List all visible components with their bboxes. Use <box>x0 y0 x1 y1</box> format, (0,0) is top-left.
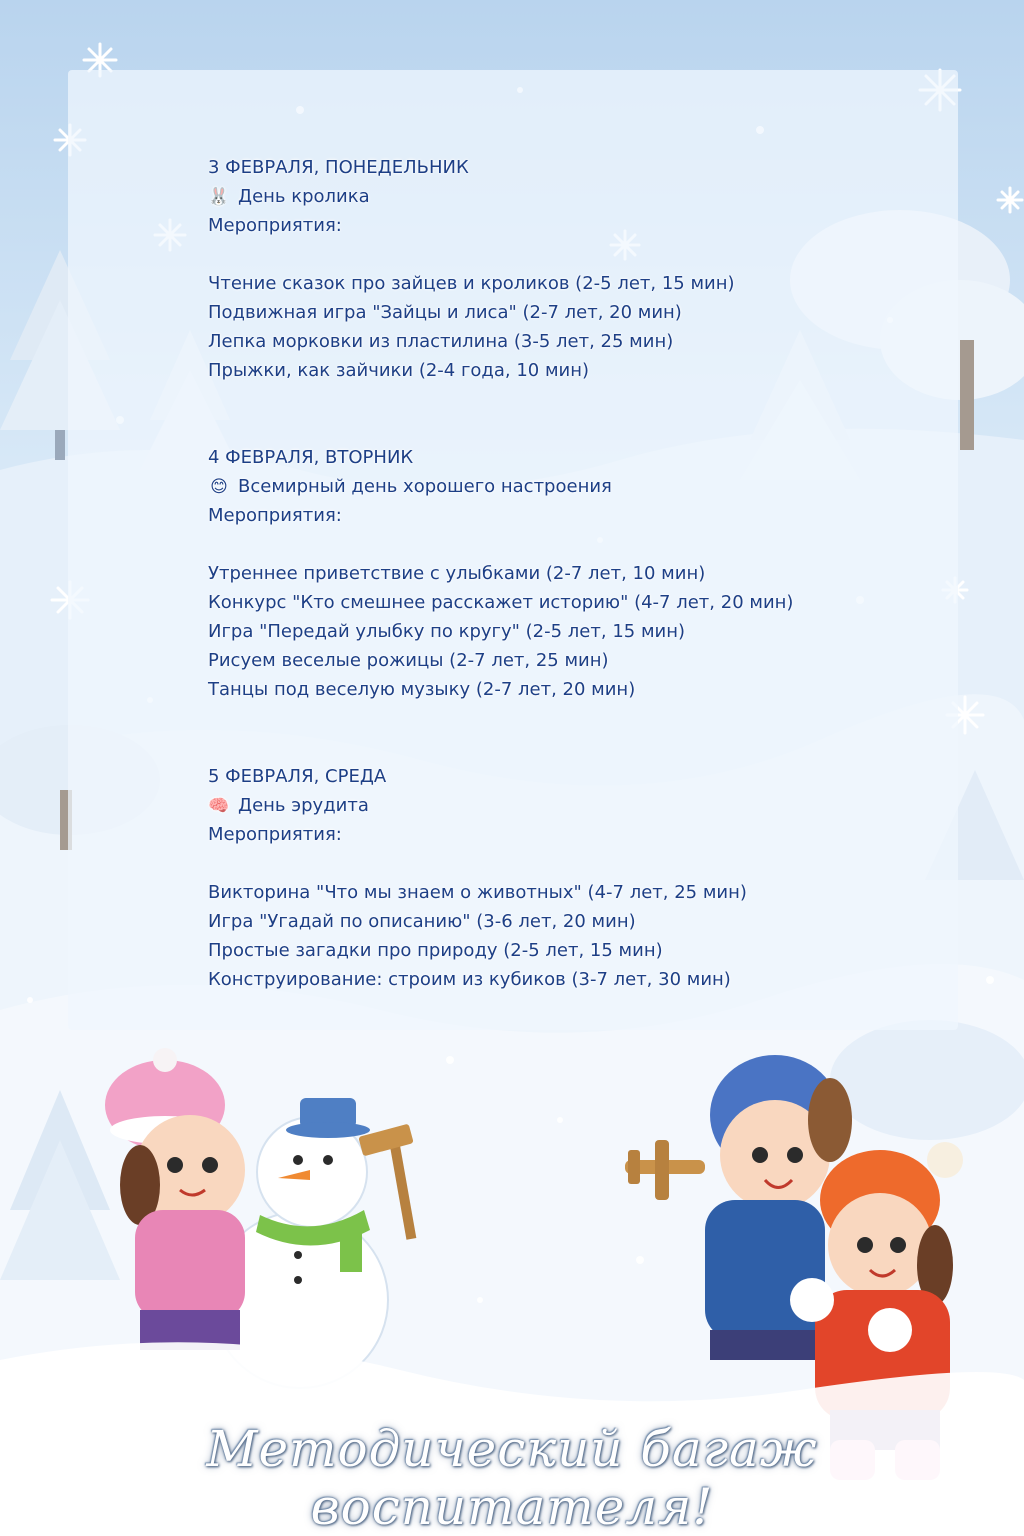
day-theme-text: День кролика <box>238 186 370 207</box>
day-theme <box>208 791 908 820</box>
event-item: Викторина "Что мы знаем о животных" (4-7 лет, 25 мин) <box>208 882 747 903</box>
event-item: Утреннее приветствие с улыбками (2-7 лет, 10 мин) <box>208 563 706 584</box>
day-theme <box>208 182 908 211</box>
event-item: Конкурс "Кто смешнее расскажет историю" (4-7 лет, 20 мин) <box>208 592 794 613</box>
day-theme-text: Всемирный день хорошего настроения <box>238 476 612 497</box>
event-item: Танцы под веселую музыку (2-7 лет, 20 мин) <box>208 679 636 700</box>
event-item: Игра "Угадай по описанию" (3-6 лет, 20 мин) <box>208 911 636 932</box>
event-item: Прыжки, как зайчики (2-4 года, 10 мин) <box>208 360 590 381</box>
events-label: Мероприятия: <box>208 215 342 236</box>
event-item: Конструирование: строим из кубиков (3-7 лет, 30 мин) <box>208 969 731 990</box>
footer-caption: Методический багаж воспитателя! <box>206 1420 818 1536</box>
rabbit-icon: 🐰 <box>208 187 230 207</box>
snowflake-icon <box>998 188 1022 212</box>
day-section-monday <box>208 153 908 385</box>
event-item: Подвижная игра "Зайцы и лиса" (2-7 лет, 20 мин) <box>208 302 682 323</box>
event-item: Лепка морковки из пластилина (3-5 лет, 25 мин) <box>208 331 674 352</box>
day-date: 3 ФЕВРАЛЯ, ПОНЕДЕЛЬНИК <box>208 157 469 178</box>
day-date: 5 ФЕВРАЛЯ, СРЕДА <box>208 766 387 787</box>
day-section-wednesday <box>208 762 908 994</box>
event-item: Чтение сказок про зайцев и кроликов (2-5 лет, 15 мин) <box>208 273 735 294</box>
day-section-tuesday <box>208 443 908 704</box>
day-theme-text: День эрудита <box>238 795 369 816</box>
event-item: Игра "Передай улыбку по кругу" (2-5 лет, 15 мин) <box>208 621 686 642</box>
events-label: Мероприятия: <box>208 824 342 845</box>
events-label: Мероприятия: <box>208 505 342 526</box>
brain-icon: 🧠 <box>208 796 230 816</box>
event-item: Простые загадки про природу (2-5 лет, 15 мин) <box>208 940 663 961</box>
schedule-content <box>208 153 908 994</box>
day-theme <box>208 472 908 501</box>
day-date: 4 ФЕВРАЛЯ, ВТОРНИК <box>208 447 414 468</box>
smile-icon: 😊 <box>210 477 228 497</box>
event-item: Рисуем веселые рожицы (2-7 лет, 25 мин) <box>208 650 609 671</box>
